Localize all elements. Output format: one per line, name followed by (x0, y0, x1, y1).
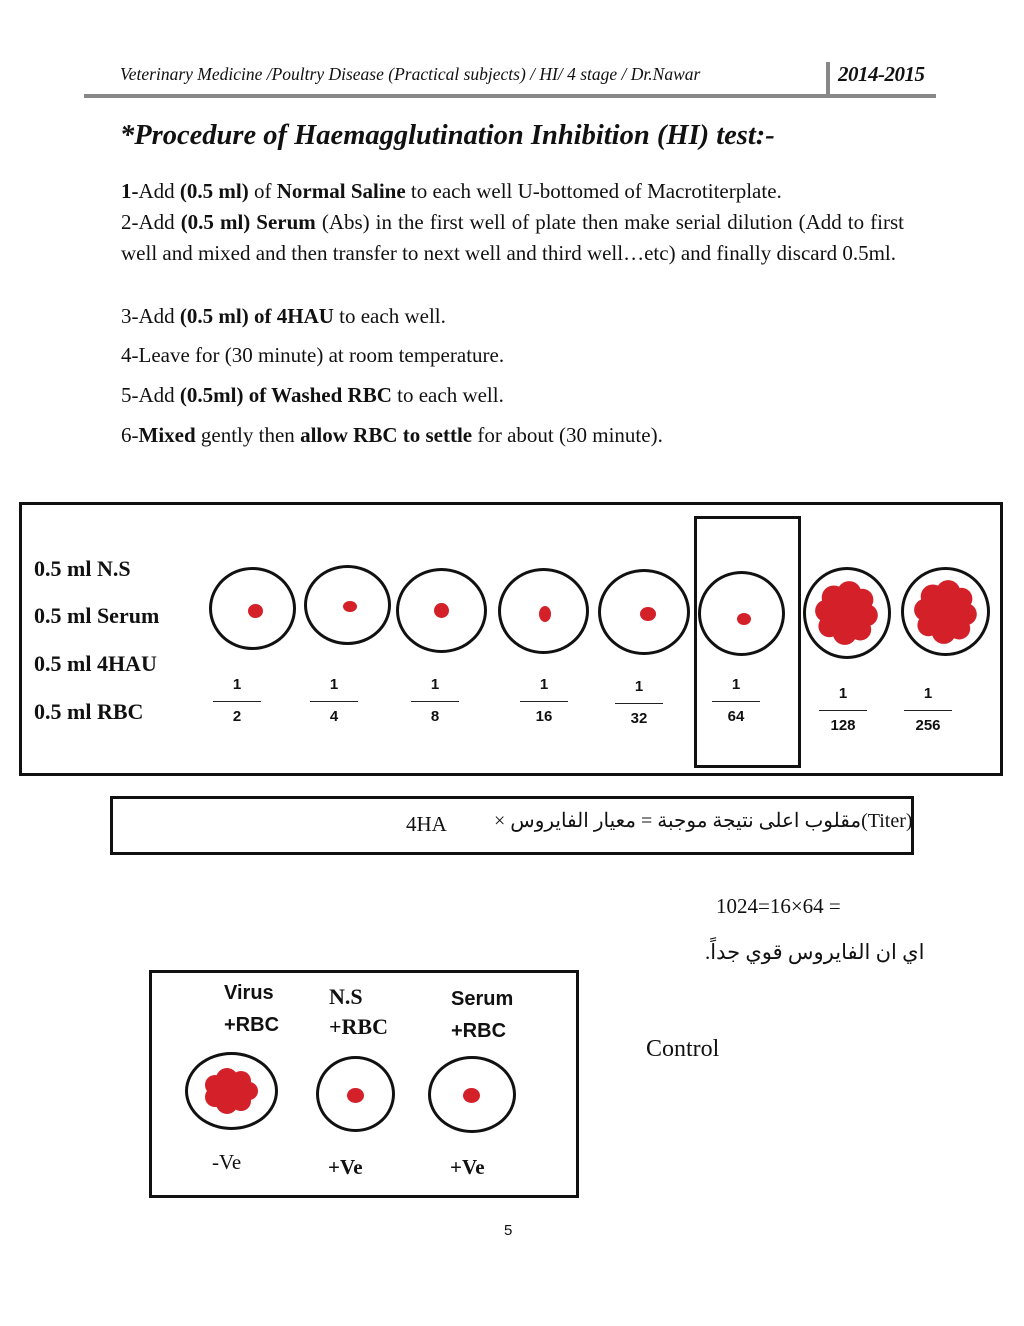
control-well-ns (316, 1056, 395, 1132)
dilution-fraction-32 (609, 678, 669, 727)
fraction-bar (819, 710, 867, 711)
control-ns-label: N.S (329, 984, 363, 1009)
dilution-fraction-8 (405, 676, 465, 725)
fraction-bar (520, 701, 568, 702)
control-virus-result: -Ve (212, 1150, 242, 1174)
rbc-button-dot (463, 1088, 480, 1103)
agglutination-icon (201, 1067, 261, 1115)
fraction-numerator: 1 (329, 676, 339, 693)
step-2: 2-Add (0.5 ml) Serum (Abs) in the first well of plate then make serial dilution (Add to first well and mixed and then transfer to next well and third well…etc) and finally discard 0.5ml. (121, 210, 904, 265)
header-rule (84, 94, 936, 98)
step-1: 1-Add (0.5 ml) of Normal Saline to each well U-bottomed of Macrotiterplate. (121, 179, 782, 203)
fraction-denominator: 64 (727, 708, 745, 725)
page-title: *Procedure of Haemagglutination Inhibition (HI) test:- (120, 120, 775, 151)
running-header: Veterinary Medicine /Poultry Disease (Practical subjects) / HI/ 4 stage / Dr.Nawar (120, 64, 701, 84)
control-well-serum (428, 1056, 516, 1133)
plate-well-4 (304, 565, 391, 645)
dilution-fraction-2 (207, 676, 267, 725)
rbc-button-dot (434, 603, 449, 618)
fraction-numerator: 1 (539, 676, 549, 693)
dilution-fraction-128 (813, 685, 873, 734)
rbc-button-dot (737, 613, 751, 625)
plate-well-128 (803, 567, 891, 659)
rbc-button-dot (343, 601, 357, 612)
fraction-denominator: 2 (232, 708, 242, 725)
rbc-button-dot (347, 1088, 364, 1103)
control-serum-label: Serum (451, 988, 514, 1010)
fraction-denominator: 256 (915, 717, 941, 734)
fraction-bar (904, 710, 952, 711)
plate-label-serum: 0.5 ml Serum (34, 603, 160, 628)
step-6: 6-Mixed gently then allow RBC to settle for about (30 minute). (121, 423, 663, 447)
control-virus-rbc: +RBC (224, 1014, 280, 1036)
fraction-bar (712, 701, 760, 702)
control-caption: Control (646, 1036, 720, 1062)
agglutination-icon (814, 580, 880, 646)
agglutination-icon (913, 579, 979, 645)
formula-4ha: 4HA (406, 812, 447, 836)
fraction-numerator: 1 (634, 678, 644, 695)
fraction-bar (411, 701, 459, 702)
fraction-bar (213, 701, 261, 702)
header-year: 2014-2015 (838, 62, 925, 86)
fraction-denominator: 4 (329, 708, 339, 725)
step-4: 4-Leave for (30 minute) at room temperature. (121, 343, 505, 367)
fraction-numerator: 1 (838, 685, 848, 702)
fraction-denominator: 8 (430, 708, 440, 725)
plate-well-64 (698, 571, 785, 656)
fraction-denominator: 32 (630, 710, 648, 727)
fraction-numerator: 1 (731, 676, 741, 693)
plate-well-2 (209, 567, 296, 650)
fraction-bar (310, 701, 358, 702)
step-3: 3-Add (0.5 ml) of 4HAU to each well. (121, 304, 446, 328)
dilution-fraction-16 (514, 676, 574, 725)
titer-calculation: 1024=16×64 = (716, 894, 841, 918)
control-serum-result: +Ve (450, 1155, 485, 1179)
fraction-denominator: 128 (830, 717, 856, 734)
page-number: 5 (504, 1222, 513, 1239)
dilution-fraction-256 (898, 685, 958, 734)
rbc-button-dot (640, 607, 656, 621)
plate-label-ns: 0.5 ml N.S (34, 556, 131, 581)
plate-well-16 (498, 568, 589, 654)
plate-label-4hau: 0.5 ml 4HAU (34, 651, 157, 676)
dilution-fraction-4 (304, 676, 364, 725)
plate-label-rbc: 0.5 ml RBC (34, 699, 144, 724)
control-ns-rbc: +RBC (329, 1014, 388, 1039)
plate-well-256 (901, 567, 990, 656)
control-serum-rbc: +RBC (451, 1020, 507, 1042)
fraction-denominator: 16 (535, 708, 553, 725)
arabic-note: اي ان الفايروس قوي جداً. (705, 940, 925, 964)
control-ns-result: +Ve (328, 1155, 363, 1179)
formula-arabic: × مقلوب اعلى نتيجة موجبة = معيار الفايروس(Titer) (494, 810, 913, 832)
control-virus-label: Virus (224, 982, 274, 1004)
plate-well-32 (598, 569, 690, 655)
fraction-bar (615, 703, 663, 704)
dilution-fraction-64 (706, 676, 766, 725)
fraction-numerator: 1 (232, 676, 242, 693)
plate-well-8 (396, 568, 487, 653)
header-separator (826, 62, 830, 96)
rbc-button-dot (539, 606, 551, 622)
fraction-numerator: 1 (430, 676, 440, 693)
step-5: 5-Add (0.5ml) of Washed RBC to each well. (121, 383, 504, 407)
control-well-virus (185, 1052, 278, 1130)
fraction-numerator: 1 (923, 685, 933, 702)
rbc-button-dot (248, 604, 263, 618)
